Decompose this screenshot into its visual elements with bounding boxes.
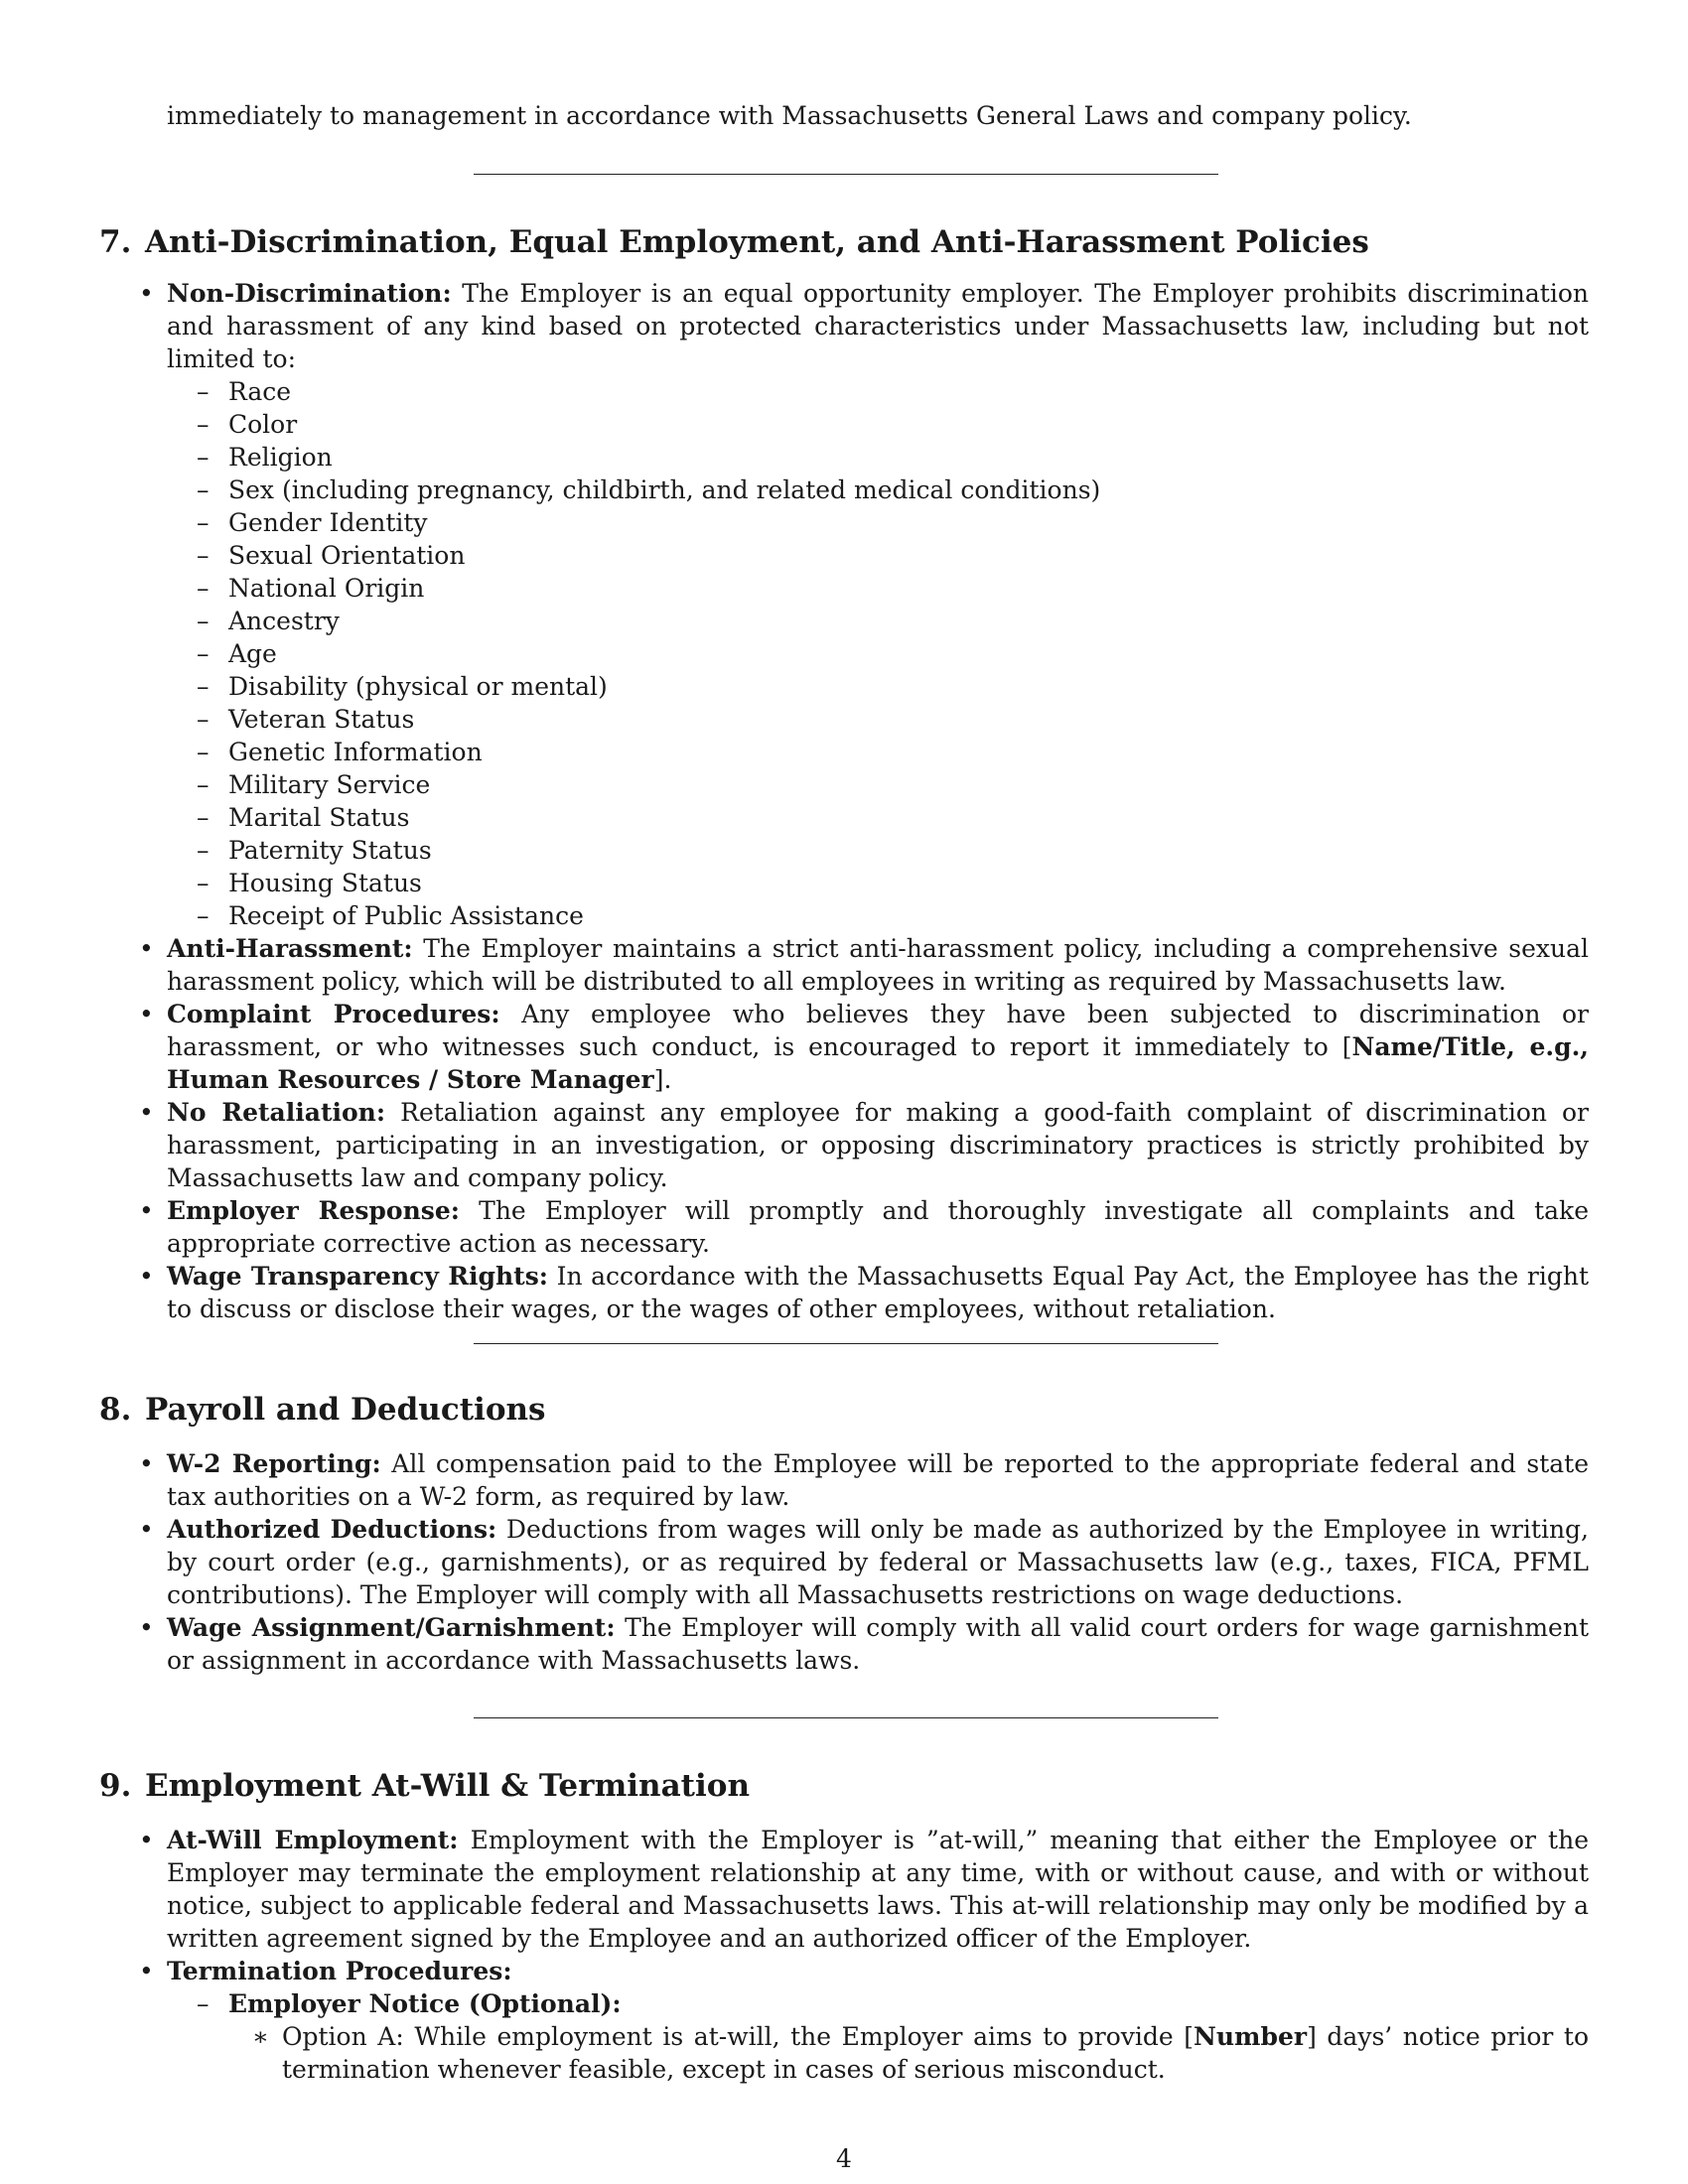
characteristic-item [197, 408, 1589, 441]
section-9-heading [99, 1766, 1589, 1806]
item-label: Non-Discrimination: [167, 279, 452, 308]
characteristic-item [197, 474, 1589, 506]
placeholder-number: Number [1194, 2022, 1308, 2051]
item-text: The Employer maintains a strict anti-harassment policy, including a comprehensive sexual harassment policy, which will be distributed to all employees in writing as required by Massachusetts law. [167, 934, 1589, 996]
item-text: All compensation paid to the Employee will be reported to the appropriate federal and state tax authorities on a W-2 form, as required by law. [167, 1449, 1590, 1511]
characteristic-item [197, 768, 1589, 801]
bullet-icon: • [139, 1098, 154, 1127]
list-item [139, 998, 1590, 1096]
item-text: Any employee who believes they have been subjected to discrimination or harassment, or who witnesses such conduct, is encouraged to report it immediately to [167, 1000, 1590, 1061]
characteristic-text: Age [228, 639, 277, 668]
section-8-list [139, 1447, 1590, 1677]
dash-icon: – [197, 541, 210, 570]
characteristic-item [197, 539, 1589, 572]
bullet-icon: • [139, 1957, 154, 1985]
dash-icon: – [197, 803, 210, 832]
dash-icon: – [197, 476, 210, 504]
bullet-icon: • [139, 1515, 154, 1544]
dash-icon: – [197, 607, 210, 635]
item-label: W-2 Reporting: [167, 1449, 381, 1478]
list-item [139, 1194, 1589, 1260]
list-item [139, 1260, 1590, 1325]
dash-icon: – [197, 672, 210, 701]
sub-list-item [197, 1987, 1589, 2086]
item-text: In accordance with the Massachusetts Equal Pay Act, the Employee has the right to discuss or disclose their wages, or the wages of other employees, without retaliation. [167, 1262, 1590, 1323]
dash-icon: – [197, 574, 210, 603]
characteristic-item [197, 703, 1589, 736]
item-text: The Employer will comply with all valid court orders for wage garnishment or assignment in accordance with Massachusetts laws. [167, 1613, 1589, 1675]
characteristic-text: Color [228, 410, 298, 439]
list-item [139, 1611, 1589, 1677]
section-divider [474, 1717, 1218, 1718]
list-item [139, 1447, 1590, 1513]
section-number: 8. [99, 1392, 132, 1428]
option-item [252, 2020, 1589, 2086]
section-title: Anti-Discrimination, Equal Employment, and Anti-Harassment Policies [145, 224, 1369, 260]
item-label: Anti-Harassment: [167, 934, 413, 963]
option-text-post: ] days’ notice prior to termination whenever feasible, except in cases of serious misconduct. [282, 2022, 1589, 2084]
bullet-icon: • [139, 1613, 154, 1642]
characteristic-item [197, 572, 1589, 605]
characteristic-text: Ancestry [228, 607, 340, 635]
dash-icon: – [197, 901, 210, 930]
notice-options-list [252, 2020, 1589, 2086]
continuation-paragraph: immediately to management in accordance with Massachusetts General Laws and company policy. [167, 101, 1412, 130]
characteristic-text: Housing Status [228, 869, 422, 897]
dash-icon: – [197, 836, 210, 865]
protected-characteristics-list [197, 375, 1589, 932]
characteristic-item [197, 834, 1589, 867]
characteristic-item [197, 670, 1589, 703]
list-item [139, 1096, 1590, 1194]
option-text-pre: Option A: While employment is at-will, the Employer aims to provide [ [282, 2022, 1195, 2051]
section-divider [474, 1343, 1218, 1344]
item-label: At-Will Employment: [167, 1826, 459, 1854]
item-text: Retaliation against any employee for making a good-faith complaint of discrimination or harassment, participating in an investigation, or opposing discriminatory practices is strictly prohibited by Massachusetts law and company policy. [167, 1098, 1590, 1192]
asterisk-icon: ∗ [252, 2022, 269, 2051]
termination-sublist [197, 1987, 1589, 2086]
characteristic-item [197, 899, 1589, 932]
characteristic-item [197, 375, 1589, 408]
dash-icon: – [197, 377, 210, 406]
item-text: The Employer is an equal opportunity employer. The Employer prohibits discrimination and harassment of any kind based on protected characteristics under Massachusetts law, including but not limited to: [167, 279, 1589, 373]
bracket-close: ]. [653, 1065, 672, 1094]
bullet-icon: • [139, 1000, 154, 1028]
list-item [139, 932, 1589, 998]
characteristic-item [197, 441, 1589, 474]
section-8-heading [99, 1390, 1589, 1430]
characteristic-text: Receipt of Public Assistance [228, 901, 584, 930]
bullet-icon: • [139, 1826, 154, 1854]
item-label: Wage Assignment/Garnishment: [167, 1613, 616, 1642]
section-number: 7. [99, 224, 132, 260]
item-label: Employer Response: [167, 1196, 460, 1225]
section-7-list [139, 277, 1590, 1325]
section-title: Employment At-Will & Termination [145, 1768, 750, 1804]
bullet-icon: • [139, 1449, 154, 1478]
characteristic-text: Paternity Status [228, 836, 432, 865]
dash-icon: – [197, 1989, 210, 2018]
characteristic-text: Sexual Orientation [228, 541, 466, 570]
item-text: The Employer will promptly and thoroughly investigate all complaints and take appropriate corrective action as necessary. [167, 1196, 1589, 1258]
bullet-icon: • [139, 934, 154, 963]
dash-icon: – [197, 508, 210, 537]
characteristic-text: Genetic Information [228, 738, 483, 766]
characteristic-text: Religion [228, 443, 333, 472]
characteristic-text: Sex (including pregnancy, childbirth, and related medical conditions) [228, 476, 1101, 504]
characteristic-text: National Origin [228, 574, 425, 603]
characteristic-item [197, 736, 1589, 768]
characteristic-text: Race [228, 377, 292, 406]
dash-icon: – [197, 869, 210, 897]
item-text: Employment with the Employer is ”at-will,” meaning that either the Employee or the Employer may terminate the employment relationship at any time, with or without cause, and with or without notice, subject to applicable federal and Massachusetts laws. This at-will relationship may only be modified by a written agreement signed by the Employee and an authorized officer of the Employer. [167, 1826, 1590, 1953]
page-number: 4 [836, 2144, 852, 2173]
placeholder-name-title: Name/Title, e.g., Human Resources / Store Manager [167, 1032, 1589, 1094]
list-item [139, 1513, 1590, 1611]
dash-icon: – [197, 443, 210, 472]
characteristic-item [197, 506, 1589, 539]
list-item [139, 277, 1589, 932]
section-title: Payroll and Deductions [145, 1392, 546, 1428]
dash-icon: – [197, 410, 210, 439]
characteristic-text: Military Service [228, 770, 431, 799]
characteristic-item [197, 637, 1589, 670]
section-number: 9. [99, 1768, 132, 1804]
characteristic-text: Disability (physical or mental) [228, 672, 608, 701]
characteristic-item [197, 605, 1589, 637]
item-label: Termination Procedures: [167, 1957, 512, 1985]
item-label: No Retaliation: [167, 1098, 386, 1127]
item-label: Authorized Deductions: [167, 1515, 497, 1544]
dash-icon: – [197, 705, 210, 734]
item-label: Complaint Procedures: [167, 1000, 500, 1028]
sub-item-label: Employer Notice (Optional): [228, 1989, 622, 2018]
bullet-icon: • [139, 1196, 154, 1225]
item-label: Wage Transparency Rights: [167, 1262, 549, 1291]
characteristic-item [197, 867, 1589, 899]
dash-icon: – [197, 639, 210, 668]
section-7-heading [99, 222, 1589, 262]
characteristic-item [197, 801, 1589, 834]
characteristic-text: Veteran Status [228, 705, 415, 734]
item-text: Deductions from wages will only be made as authorized by the Employee in writing, by court order (e.g., garnishments), or as required by federal or Massachusetts law (e.g., taxes, FICA, PFML contributions). The Employer will comply with all Massachusetts restrictions on wage deductions. [167, 1515, 1590, 1609]
dash-icon: – [197, 770, 210, 799]
characteristic-text: Gender Identity [228, 508, 428, 537]
section-divider [474, 174, 1218, 175]
list-item [139, 1824, 1590, 1955]
bullet-icon: • [139, 279, 154, 308]
dash-icon: – [197, 738, 210, 766]
bracket-open: [ [1341, 1032, 1352, 1061]
characteristic-text: Marital Status [228, 803, 410, 832]
list-item [139, 1955, 1589, 2086]
section-9-list [139, 1824, 1590, 2086]
bullet-icon: • [139, 1262, 154, 1291]
